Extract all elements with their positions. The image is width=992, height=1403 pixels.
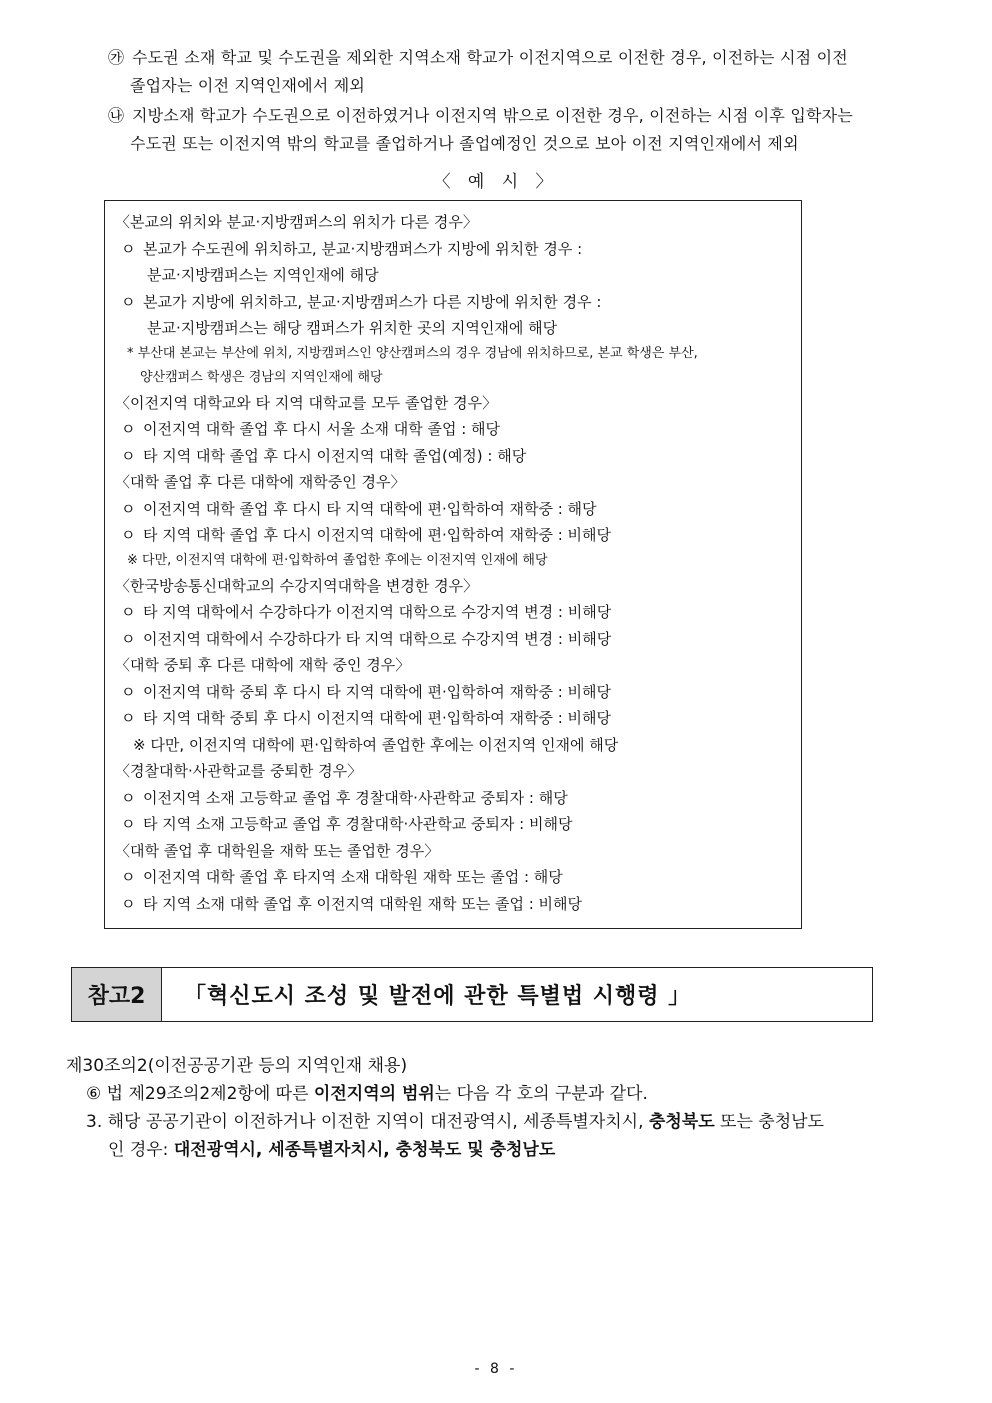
intro-text-ga-1: 수도권 소재 학교 및 수도권을 제외한 지역소재 학교가 이전지역으로 이전한 경우, 이전하는 시점 이전 [132, 48, 848, 67]
example-title: 〈 예 시 〉 [433, 172, 559, 192]
law-article-title: 제30조의2(이전공공기관 등의 지역인재 채용) [66, 1056, 408, 1076]
example-text: 〈본교의 위치와 분교·지방캠퍼스의 위치가 다른 경우〉 [115, 213, 478, 231]
bullet-mark: ㅇ [121, 629, 136, 648]
example-heading [115, 838, 801, 865]
example-bullet-item [115, 705, 801, 732]
example-text: ※ 다만, 이전지역 대학에 편·입학하여 졸업한 후에는 이전지역 인재에 해당 [127, 552, 548, 568]
example-bullet-item [115, 496, 801, 523]
example-heading [115, 573, 801, 600]
example-bullet-item [115, 785, 801, 812]
reference-tag: 참고2 [72, 968, 162, 1021]
example-text: 타 지역 소재 대학 졸업 후 이전지역 대학원 재학 또는 졸업 : 비해당 [143, 894, 583, 913]
bullet-mark: ㅇ [121, 420, 136, 438]
example-bullet-item [115, 626, 801, 653]
example-text: 분교·지방캠퍼스는 지역인재에 해당 [147, 266, 379, 284]
intro-item-na [108, 102, 926, 158]
law-item3-line2-bold: 대전광역시, 세종특별자치시, 충청북도 및 충청남도 [173, 1140, 556, 1160]
example-note [115, 732, 801, 759]
intro-text-ga-2: 졸업자는 이전 지역인재에서 제외 [130, 76, 366, 95]
example-bullet-item [115, 891, 801, 918]
example-text: 타 지역 대학 중퇴 후 다시 이전지역 대학에 편·입학하여 재학중 : 비해당 [143, 709, 611, 727]
law-item3-bold1: 충청북도 [648, 1112, 715, 1132]
example-note [115, 549, 801, 573]
bullet-mark: ㅇ [121, 709, 136, 727]
bullet-mark: ㅇ [121, 894, 136, 913]
law-item3-mid: 또는 충청남도 [714, 1112, 824, 1132]
example-bullet-item [115, 443, 801, 470]
bullet-mark: ㅇ [121, 239, 136, 258]
example-text: 〈대학 중퇴 후 다른 대학에 재학 중인 경우〉 [115, 656, 411, 674]
page-number: - 8 - [474, 1361, 518, 1377]
law-item-3 [86, 1108, 824, 1136]
example-text: 〈대학 졸업 후 다른 대학에 재학중인 경우〉 [115, 473, 406, 491]
bullet-mark: ㅇ [121, 526, 136, 544]
example-text: 타 지역 대학 졸업 후 다시 이전지역 대학 졸업(예정) : 해당 [143, 446, 527, 465]
bullet-mark: ㅇ [121, 788, 136, 807]
law-item3-line2-pre: 인 경우: [108, 1140, 174, 1160]
intro-item-ga [108, 44, 926, 100]
example-note [115, 262, 801, 289]
bullet-mark: ㅇ [121, 815, 136, 833]
example-bullet-item [115, 864, 801, 891]
example-bullet-item [115, 522, 801, 549]
example-bullet-item [115, 679, 801, 706]
law-item-3-cont [108, 1136, 555, 1164]
example-text: 본교가 수도권에 위치하고, 분교·지방캠퍼스가 지방에 위치한 경우 : [143, 239, 583, 258]
example-text: 이전지역 대학 졸업 후 다시 타 지역 대학에 편·입학하여 재학중 : 해당 [143, 499, 597, 518]
example-text: 이전지역 대학 졸업 후 타지역 소재 대학원 재학 또는 졸업 : 해당 [143, 868, 563, 886]
example-text: ※ 다만, 이전지역 대학에 편·입학하여 졸업한 후에는 이전지역 인재에 해당 [133, 735, 619, 754]
example-heading [115, 209, 801, 236]
example-text: 〈경찰대학·사관학교를 중퇴한 경우〉 [115, 762, 363, 780]
example-box [104, 200, 802, 929]
example-bullet-item [115, 599, 801, 626]
example-heading [115, 652, 801, 679]
example-text: 이전지역 대학 중퇴 후 다시 타 지역 대학에 편·입학하여 재학중 : 비해당 [143, 682, 611, 701]
example-bullet-item [115, 236, 801, 263]
law-p6-post: 는 다음 각 호의 구분과 같다. [434, 1084, 648, 1104]
example-note [115, 315, 801, 342]
law-item3-pre: 3. 해당 공공기관이 이전하거나 이전한 지역이 대전광역시, 세종특별자치시, [86, 1112, 649, 1132]
example-text: 〈한국방송통신대학교의 수강지역대학을 변경한 경우〉 [115, 576, 479, 595]
law-p6-bold: 이전지역의 범위 [313, 1084, 435, 1104]
example-text: 양산캠퍼스 학생은 경남의 지역인재에 해당 [140, 369, 383, 385]
intro-text-na-2: 수도권 또는 이전지역 밖의 학교를 졸업하거나 졸업예정인 것으로 보아 이전 지역인재에서 제외 [130, 134, 799, 153]
example-bullet-item [115, 289, 801, 316]
example-text: 타 지역 소재 고등학교 졸업 후 경찰대학·사관학교 중퇴자 : 비해당 [143, 815, 573, 833]
law-p6-pre: ⑥ 법 제29조의2제2항에 따른 [86, 1084, 314, 1104]
example-text: 본교가 지방에 위치하고, 분교·지방캠퍼스가 다른 지방에 위치한 경우 : [143, 292, 602, 311]
law-article [66, 1052, 407, 1080]
example-text: * 부산대 본교는 부산에 위치, 지방캠퍼스인 양산캠퍼스의 경우 경남에 위치하므로, 본교 학생은 부산, [127, 345, 698, 361]
example-heading [115, 758, 801, 785]
bullet-mark: ㅇ [121, 499, 136, 518]
example-text: 이전지역 소재 고등학교 졸업 후 경찰대학·사관학교 중퇴자 : 해당 [143, 788, 568, 807]
bullet-mark: ㅇ [121, 446, 136, 465]
example-text: 이전지역 대학 졸업 후 다시 서울 소재 대학 졸업 : 해당 [143, 420, 501, 438]
reference-header [71, 967, 873, 1022]
reference-title: 「혁신도시 조성 및 발전에 관한 특별법 시행령 」 [184, 984, 692, 1009]
example-text: 이전지역 대학에서 수강하다가 타 지역 대학으로 수강지역 변경 : 비해당 [143, 629, 612, 648]
example-note [115, 366, 801, 390]
intro-text-na-1: 지방소재 학교가 수도권으로 이전하였거나 이전지역 밖으로 이전한 경우, 이전하는 시점 이후 입학자는 [132, 106, 853, 125]
example-text: 타 지역 대학에서 수강하다가 이전지역 대학으로 수강지역 변경 : 비해당 [143, 603, 612, 621]
intro-mark-ga: ㉮ [108, 48, 125, 67]
example-text: 〈대학 졸업 후 대학원을 재학 또는 졸업한 경우〉 [115, 841, 440, 860]
bullet-mark: ㅇ [121, 682, 136, 701]
intro-mark-na: ㉯ [108, 106, 125, 125]
example-note [115, 342, 801, 366]
example-text: 타 지역 대학 졸업 후 다시 이전지역 대학에 편·입학하여 재학중 : 비해당 [143, 526, 611, 544]
example-heading [115, 390, 801, 417]
bullet-mark: ㅇ [121, 292, 136, 311]
example-bullet-item [115, 811, 801, 838]
bullet-mark: ㅇ [121, 868, 136, 886]
example-bullet-item [115, 416, 801, 443]
law-paragraph-6 [86, 1080, 648, 1108]
bullet-mark: ㅇ [121, 603, 136, 621]
example-text: 〈이전지역 대학교와 타 지역 대학교를 모두 졸업한 경우〉 [115, 393, 498, 412]
example-text: 분교·지방캠퍼스는 해당 캠퍼스가 위치한 곳의 지역인재에 해당 [147, 319, 558, 337]
example-heading [115, 469, 801, 496]
